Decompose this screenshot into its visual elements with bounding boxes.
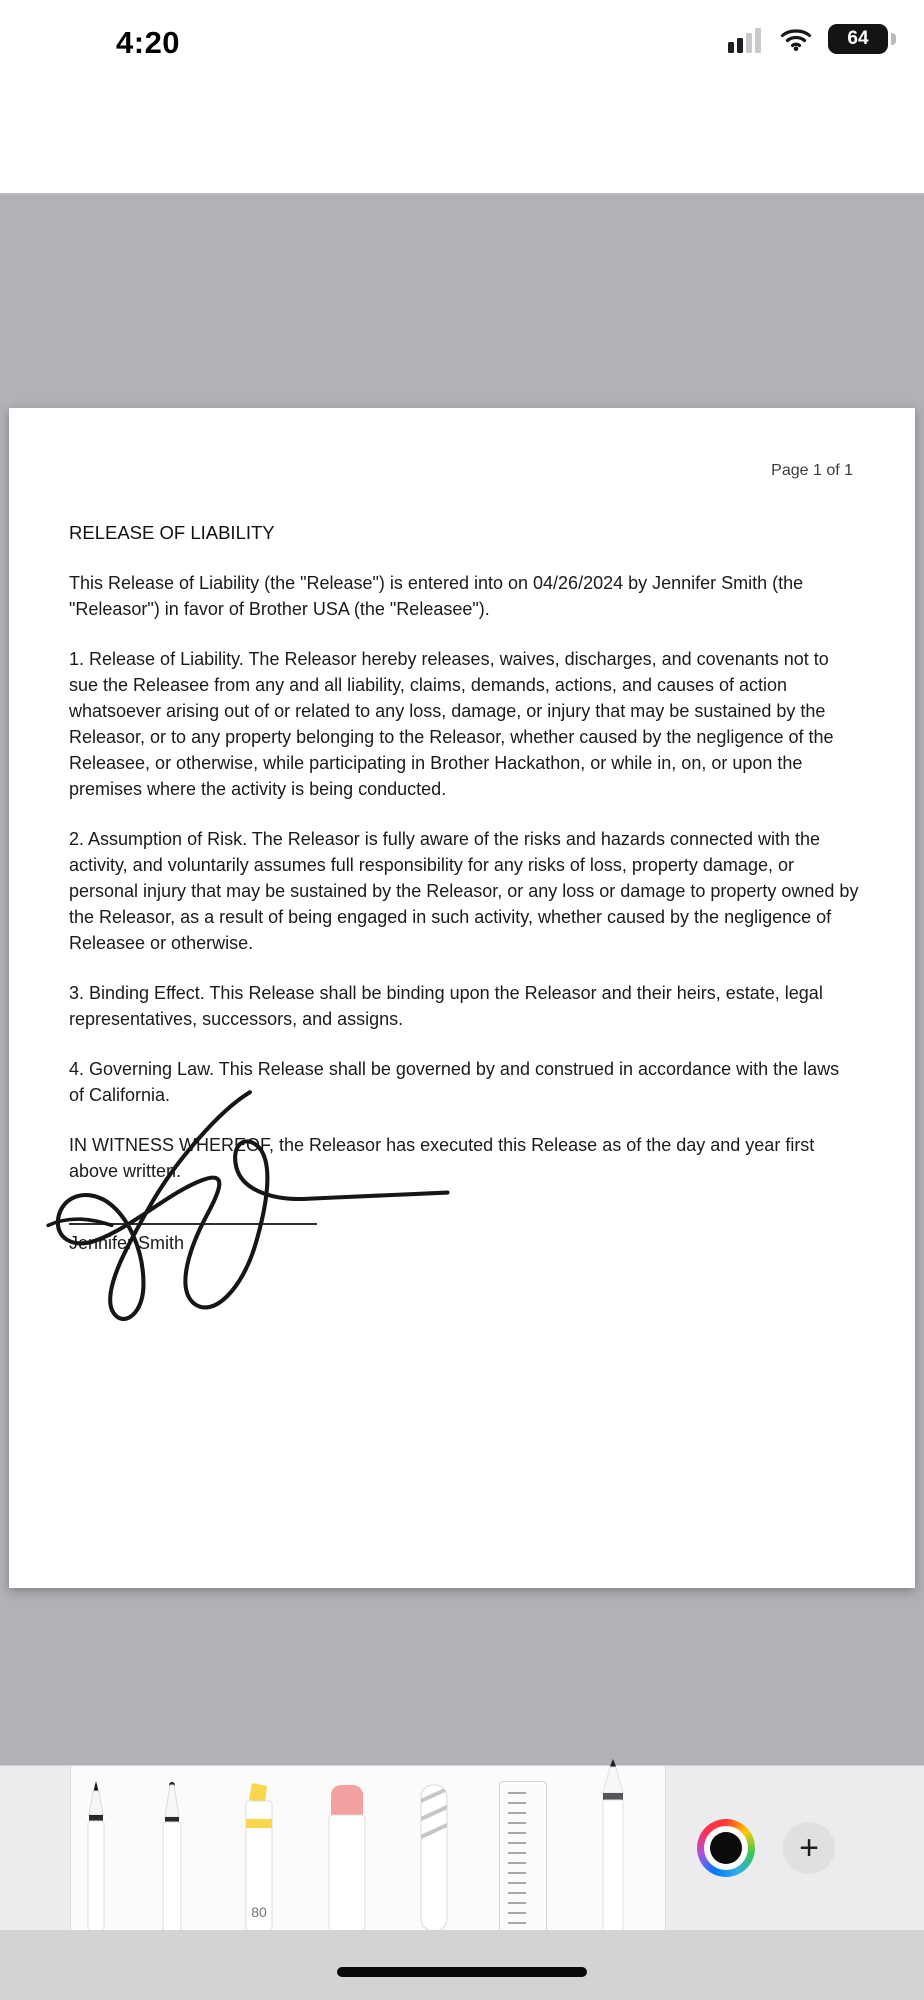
document-heading: RELEASE OF LIABILITY [69, 522, 275, 543]
paragraph-law: 4. Governing Law. This Release shall be governed by and construed in accordance with the laws of California. [69, 1059, 840, 1105]
paragraph-binding: 3. Binding Effect. This Release shall be binding upon the Releasor and their heirs, estate, legal representatives, successors, and assigns. [69, 983, 823, 1029]
document-page[interactable] [9, 408, 915, 1588]
paragraph-intro: This Release of Liability (the "Release") is entered into on 04/26/2024 by Jennifer Smith (the "Releasor") in favor of Brother USA (the "Releasee"). [69, 573, 804, 619]
signature-printed-name: Jennifer Smith [69, 1233, 185, 1253]
plus-icon: + [799, 1829, 819, 1867]
home-indicator[interactable] [337, 1967, 587, 1977]
battery-indicator [828, 24, 888, 54]
add-tool-button[interactable] [783, 1822, 835, 1874]
color-picker[interactable] [697, 1819, 755, 1877]
status-bar [0, 0, 924, 75]
bottom-bar [0, 1930, 924, 2000]
paragraph-release: 1. Release of Liability. The Releasor hereby releases, waives, discharges, and covenants not to sue the Releasee from any and all liability, claims, demands, actions, and causes of action whatsoever arising out of or related to any loss, damage, or injury that may be sustained by the Releasor, or to any property belonging to the Releasor, whether caused by the negligence of the Releasee, or otherwise, while participating in Brother Hackathon, or while in, on, or upon the premises where the activity is being conducted. [69, 649, 834, 799]
paragraph-risk: 2. Assumption of Risk. The Releasor is fully aware of the risks and hazards connected with the activity, and voluntarily assumes full responsibility for any risks of loss, property damage, or personal injury that may be sustained by the Releasor, or any loss or damage to property owned by the Releasor, as a result of being engaged in such activity, whether caused by the negligence of Releasee or otherwise. [69, 829, 859, 953]
status-time: 4:20 [116, 25, 181, 60]
markup-tool-tray [0, 1765, 924, 1931]
ruler-tool[interactable] [499, 1781, 547, 1931]
cellular-signal-icon [728, 26, 764, 53]
document-canvas[interactable] [0, 195, 924, 1765]
battery-nub [891, 33, 896, 45]
battery-percent: 64 [847, 28, 869, 49]
eraser-tool[interactable] [323, 1781, 371, 1931]
signature-line [69, 1223, 317, 1225]
fine-pen-tool[interactable] [76, 1781, 116, 1931]
paragraph-witness: IN WITNESS WHEREOF, the Releasor has executed this Release as of the day and year first above written. [69, 1135, 815, 1181]
markup-toolbar [0, 75, 924, 193]
pencil-tool-selected[interactable] [595, 1759, 631, 1931]
marker-pen-tool[interactable] [152, 1781, 192, 1931]
selected-color-swatch [710, 1832, 742, 1864]
page-indicator: Page 1 of 1 [771, 462, 853, 479]
lasso-selection-tool[interactable] [412, 1781, 456, 1931]
page-content [9, 408, 915, 1184]
wifi-icon [780, 27, 812, 52]
status-icons [728, 24, 888, 54]
highlighter-opacity-label: 80 [251, 1904, 267, 1920]
